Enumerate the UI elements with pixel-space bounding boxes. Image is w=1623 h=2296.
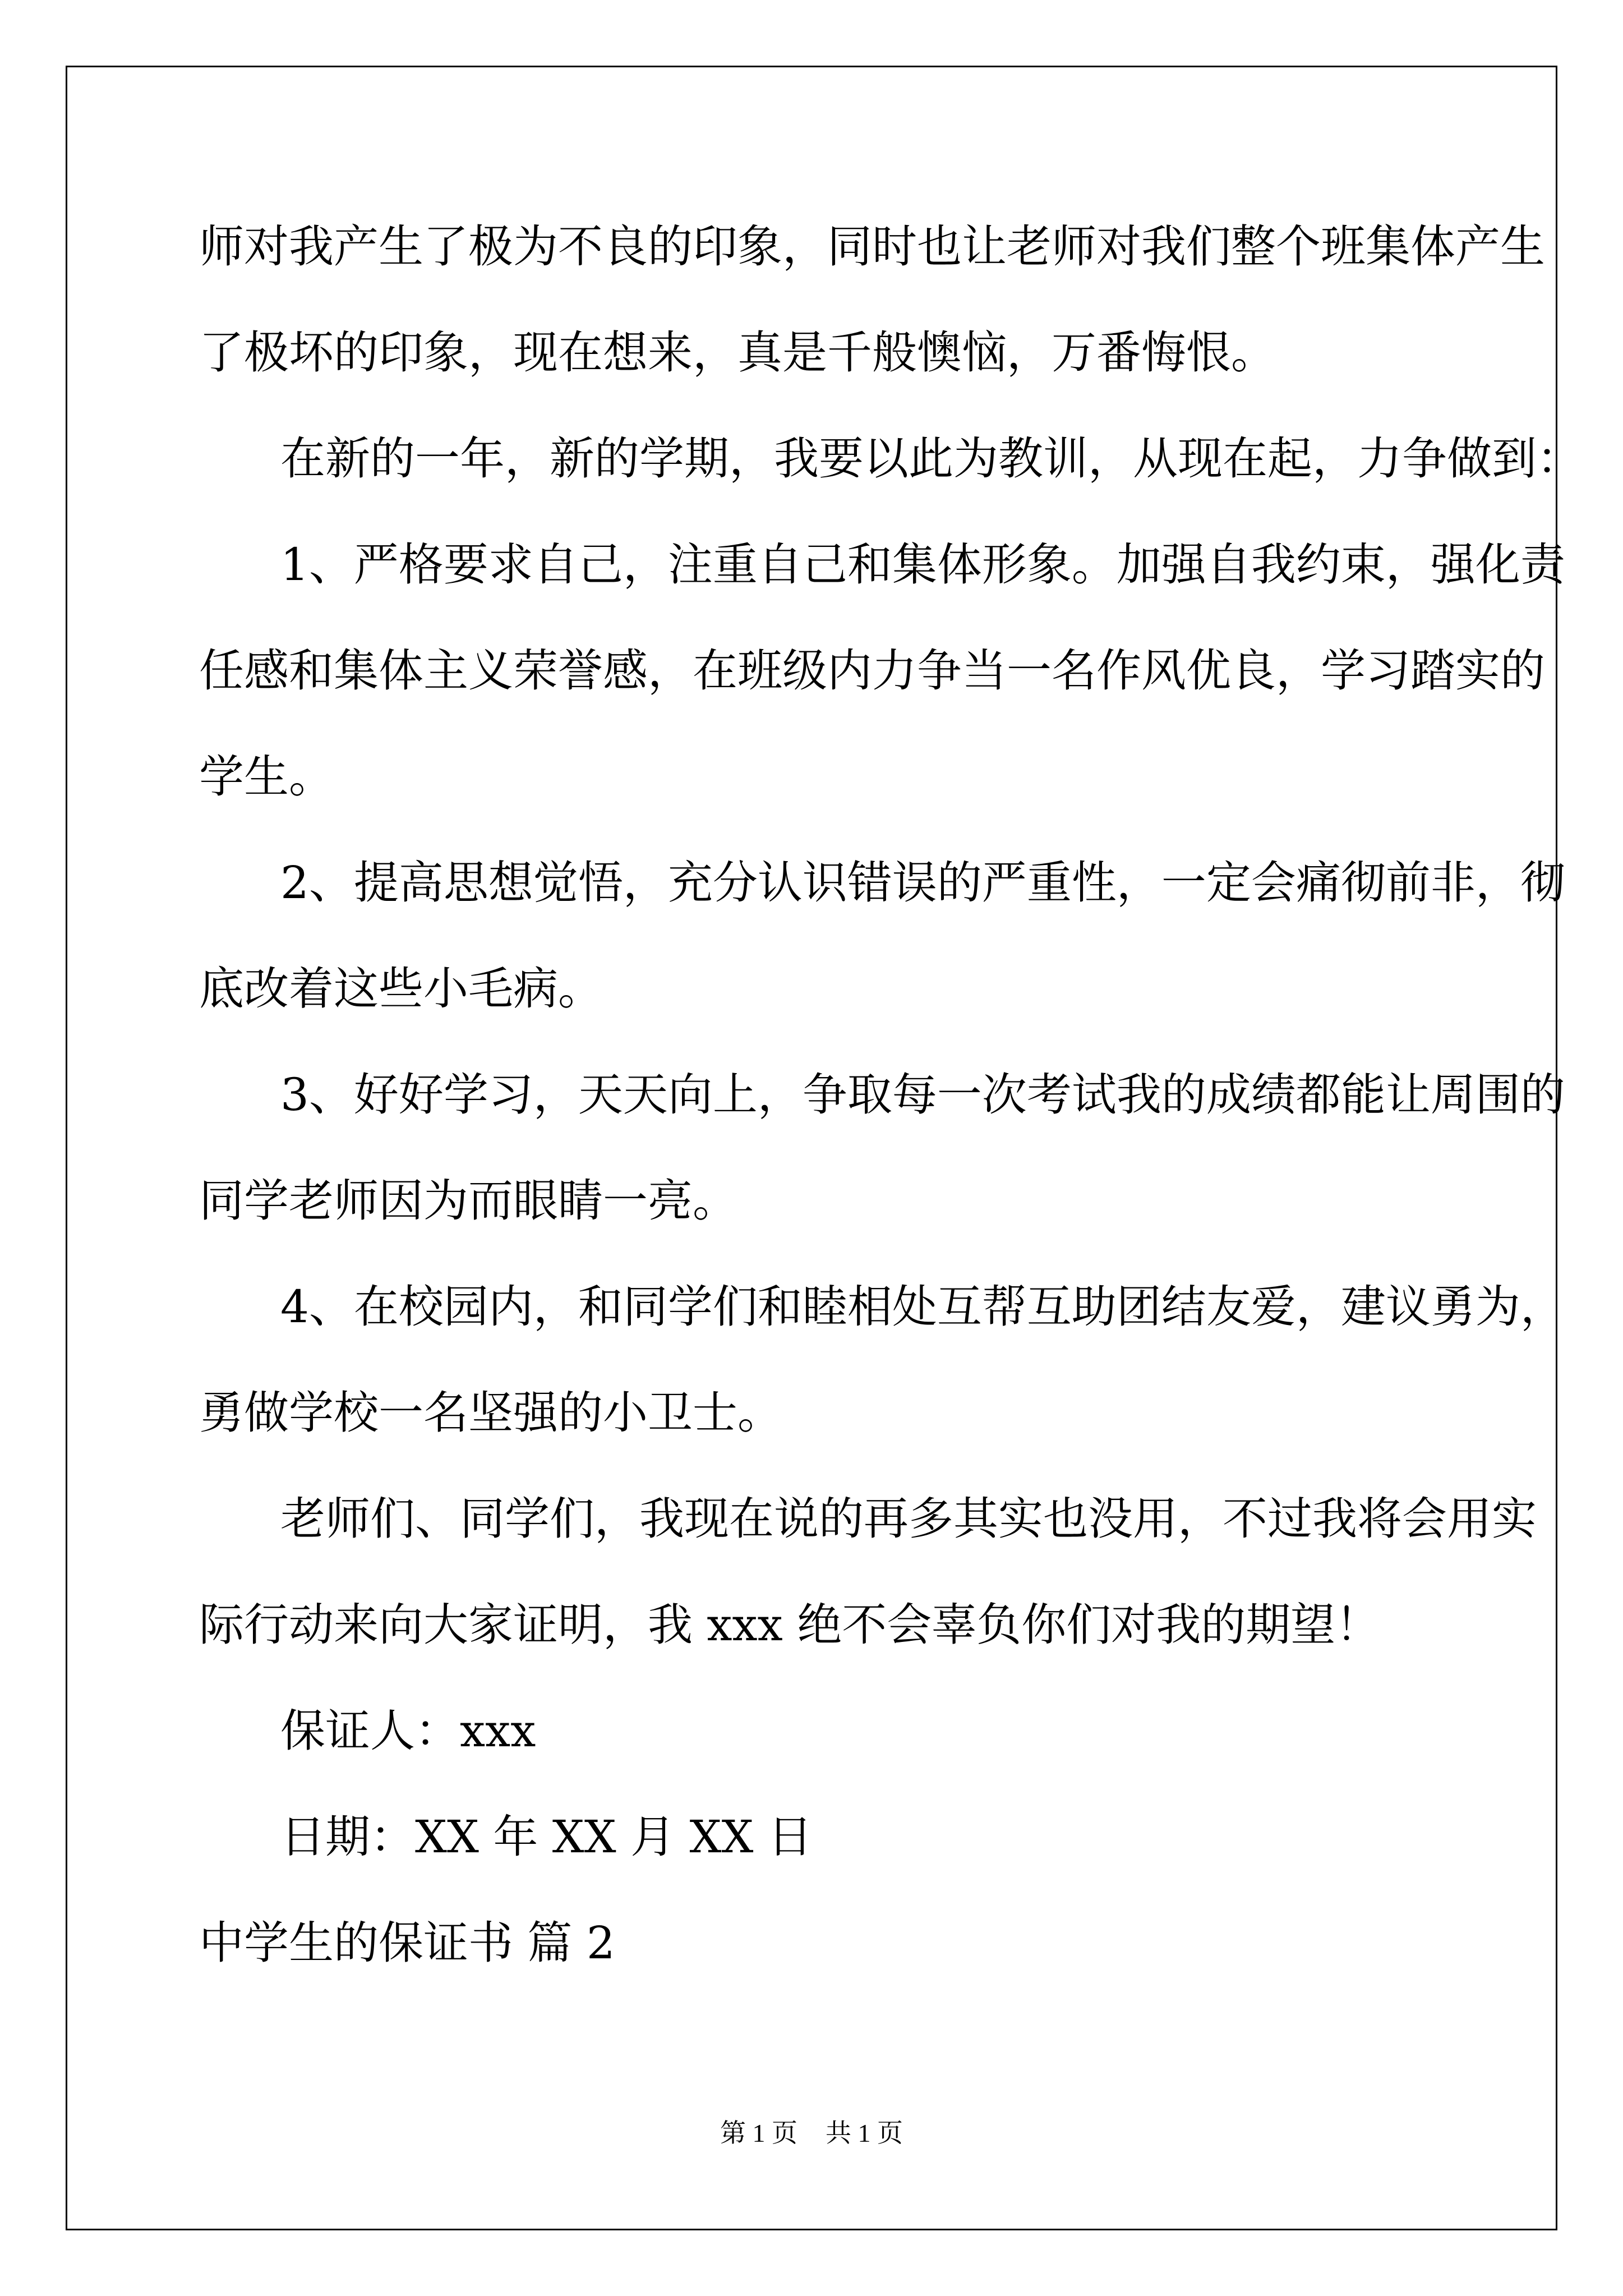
text-line: 际行动来向大家证明，我 xxx 绝不会辜负你们对我的期望！ (199, 1599, 1381, 1651)
section-heading: 中学生的保证书 篇 2 (199, 1917, 615, 1969)
page-footer (0, 2113, 1623, 2150)
list-item-2: 2、提高思想觉悟，充分认识错误的严重性，一定会痛彻前非，彻 (280, 857, 1565, 909)
text-line: 了极坏的印象，现在想来，真是千般懊恼，万番悔恨。 (199, 326, 1276, 379)
text-line: 师对我产生了极为不良的印象，同时也让老师对我们整个班集体产生 (199, 220, 1545, 273)
page-number: 第 1 页 (720, 2119, 797, 2147)
list-item-4: 4、在校园内，和同学们和睦相处互帮互助团结友爱，建议勇为， (280, 1281, 1565, 1333)
text-line: 学生。 (199, 751, 334, 803)
paragraph-start: 在新的一年，新的学期，我要以此为教训，从现在起，力争做到： (280, 432, 1581, 485)
list-item-3: 3、好好学习，天天向上，争取每一次考试我的成绩都能让周围的 (280, 1069, 1565, 1121)
paragraph-start: 老师们、同学们，我现在说的再多其实也没用，不过我将会用实 (280, 1493, 1537, 1545)
date-line: 日期：XX 年 XX 月 XX 日 (280, 1811, 813, 1863)
text-line: 同学老师因为而眼睛一亮。 (199, 1175, 737, 1227)
page-total: 共 1 页 (826, 2119, 903, 2147)
guarantor-line: 保证人：xxx (280, 1705, 536, 1757)
text-line: 任感和集体主义荣誉感，在班级内力争当一名作风优良，学习踏实的 (199, 645, 1545, 697)
text-line: 勇做学校一名坚强的小卫士。 (199, 1387, 782, 1439)
text-line: 底改着这些小毛病。 (199, 963, 603, 1015)
list-item-1: 1、严格要求自己，注重自己和集体形象。加强自我约束，强化责 (280, 539, 1565, 591)
document-body (199, 213, 1581, 2016)
